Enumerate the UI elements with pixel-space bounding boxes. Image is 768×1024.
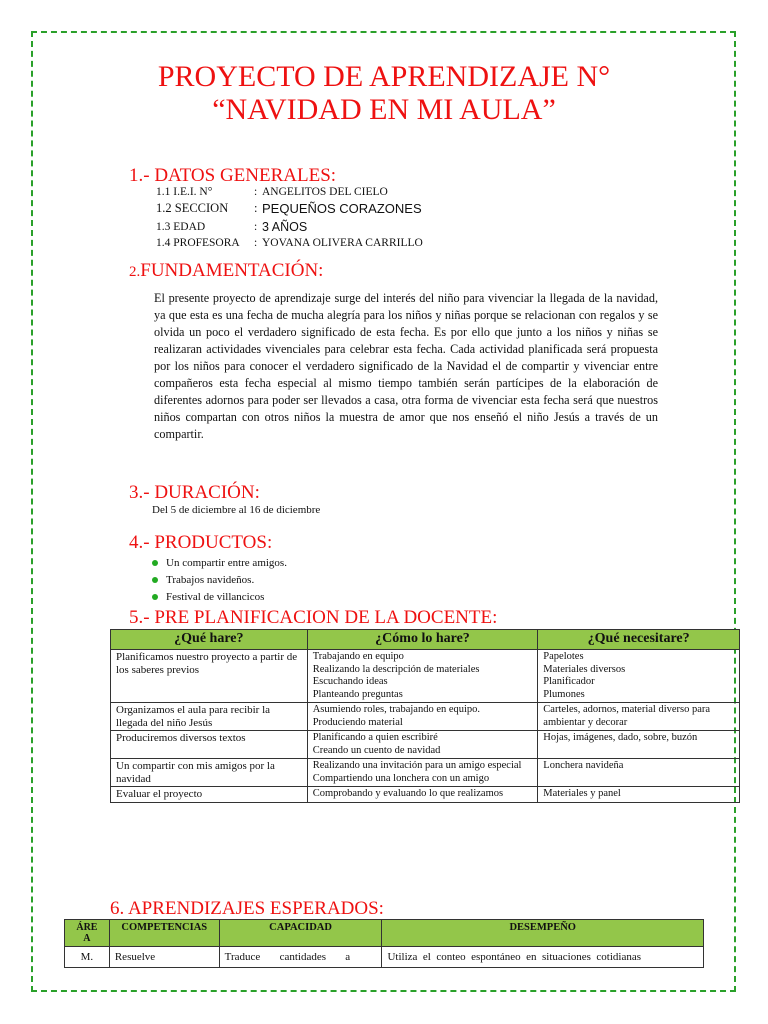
table-cell: Comprobando y evaluando lo que realizamos — [307, 787, 538, 803]
datos-sep: : — [254, 186, 258, 198]
table-header: CAPACIDAD — [219, 920, 382, 947]
heading-text: FUNDAMENTACIÓN: — [140, 260, 324, 281]
table-header: DESEMPEÑO — [382, 920, 704, 947]
table-cell: Lonchera navideña — [538, 759, 740, 787]
table-cell: Carteles, adornos, material diverso para ambientar y decorar — [538, 703, 740, 731]
datos-key: 1.1 I.E.I. N° — [156, 186, 213, 198]
datos-row — [156, 236, 423, 251]
table-header: ¿Qué necesitare? — [538, 630, 740, 650]
datos-sep: : — [254, 201, 258, 215]
table-cell: Evaluar el proyecto — [111, 787, 308, 803]
productos-list — [152, 555, 287, 606]
table-cell: Planificamos nuestro proyecto a partir de los saberes previos — [111, 650, 308, 703]
section-heading-preplan: 5.- PRE PLANIFICACION DE LA DOCENTE: — [129, 607, 498, 628]
section-heading-datos: 1.- DATOS GENERALES: — [129, 165, 337, 186]
section-heading-aprendizajes: 6. APRENDIZAJES ESPERADOS: — [110, 898, 384, 919]
table-header: ¿Cómo lo hare? — [307, 630, 538, 650]
fundamentacion-text: El presente proyecto de aprendizaje surge del interés del niño para vivenciar la llegada de la navidad, ya que esta es una fecha de mucha alegría para los niños y niñas porque se relacionan con regalos y se olvida un poco el verdadero significado de esta fecha. Es por ello que junto a los niños y niñas se realizaran actividades vivenciales para celebrar esta fecha. Cada actividad planificada será propuesta por los niños para conocer el verdadero significado de la Navidad el de compartir y vivenciar entre compañeros esta fecha especial al mismo tiempo también serán partícipes de la elaboración de diferentes adornos para poder ser llevados a casa, otra forma de vivenciar esta fecha será que nuestros niños compartan con otros niños la muestra de amor que nos enseñó el niño Jesús a través de un compartir. — [154, 291, 658, 441]
datos-row — [156, 185, 423, 200]
table-cell: Produciremos diversos textos — [111, 731, 308, 759]
datos-row — [156, 201, 423, 216]
table-cell: Papelotes Materiales diversos Planificador Plumones — [538, 650, 740, 703]
list-item: Festival de villancicos — [152, 589, 287, 606]
table-cell: Organizamos el aula para recibir la llegada del niño Jesús — [111, 703, 308, 731]
table-cell: M. — [65, 947, 110, 968]
bullet-icon — [152, 577, 158, 583]
table-header: ¿Qué hare? — [111, 630, 308, 650]
table-cell: Hojas, imágenes, dado, sobre, buzón — [538, 731, 740, 759]
table-cell: Un compartir con mis amigos por la navidad — [111, 759, 308, 787]
table-row — [111, 731, 740, 759]
datos-sep: : — [254, 237, 258, 249]
table-header: COMPETENCIAS — [109, 920, 219, 947]
datos-list — [156, 185, 423, 251]
table-cell: Trabajando en equipo Realizando la descripción de materiales Escuchando ideas Planteando preguntas — [307, 650, 538, 703]
datos-value: 3 AÑOS — [262, 220, 308, 234]
table-row — [111, 650, 740, 703]
bullet-icon — [152, 594, 158, 600]
table-header: ÁRE A — [65, 920, 110, 947]
datos-key: 1.3 EDAD — [156, 221, 206, 233]
table-row — [65, 947, 704, 968]
table-cell: Utiliza el conteo espontáneo en situaciones cotidianas — [382, 947, 704, 968]
aprendizajes-table — [64, 919, 704, 968]
bullet-icon — [152, 560, 158, 566]
table-row — [111, 759, 740, 787]
datos-row — [156, 220, 423, 235]
preplan-table — [110, 629, 740, 803]
datos-sep: : — [254, 221, 258, 233]
datos-key: 1.4 PROFESORA — [156, 237, 240, 249]
table-row — [111, 787, 740, 803]
duracion-text: Del 5 de diciembre al 16 de diciembre — [152, 504, 321, 516]
datos-value: YOVANA OLIVERA CARRILLO — [262, 237, 423, 249]
section-heading-productos: 4.- PRODUCTOS: — [129, 532, 273, 553]
page-title-line1: PROYECTO DE APRENDIZAJE N° — [157, 60, 611, 93]
preplan-table-body — [111, 650, 740, 803]
table-cell: Traduce cantidades a — [219, 947, 382, 968]
table-cell: Asumiendo roles, trabajando en equipo. Produciendo material — [307, 703, 538, 731]
list-item: Un compartir entre amigos. — [152, 555, 287, 572]
page-title-line2: “NAVIDAD EN MI AULA” — [212, 93, 556, 126]
table-cell: Resuelve — [109, 947, 219, 968]
table-cell: Planificando a quien escribiré Creando un cuento de navidad — [307, 731, 538, 759]
table-cell: Materiales y panel — [538, 787, 740, 803]
table-row — [111, 703, 740, 731]
datos-key: 1.2 SECCION — [156, 201, 229, 215]
section-heading-fundamentacion — [129, 260, 323, 283]
datos-value: PEQUEÑOS CORAZONES — [262, 201, 422, 216]
section-heading-duracion: 3.- DURACIÓN: — [129, 482, 260, 503]
list-item: Trabajos navideños. — [152, 572, 287, 589]
table-cell: Realizando una invitación para un amigo especial Compartiendo una lonchera con un amigo — [307, 759, 538, 787]
datos-value: ANGELITOS DEL CIELO — [262, 186, 388, 198]
heading-number: 2. — [129, 264, 141, 280]
